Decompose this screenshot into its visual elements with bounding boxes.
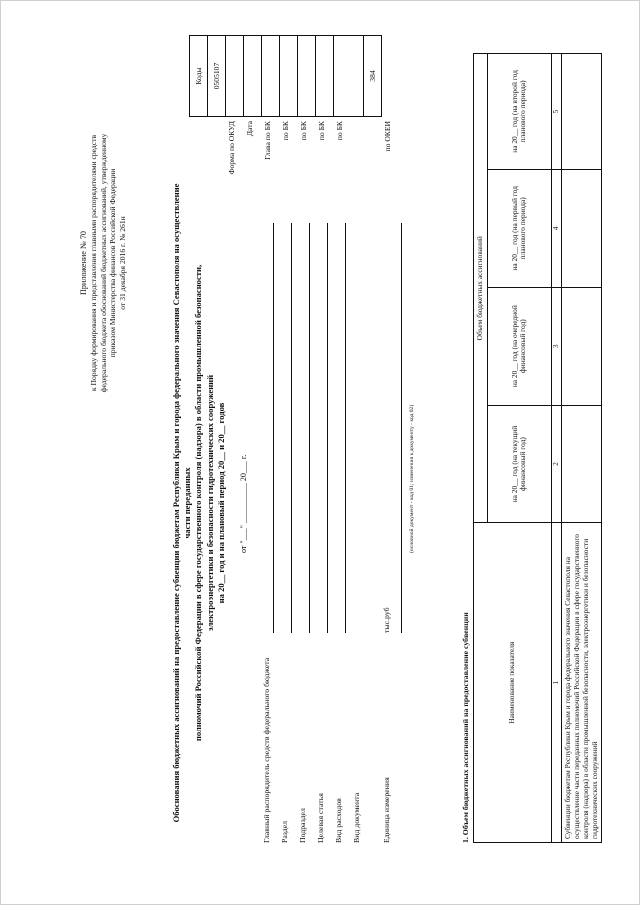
row-vid-line: [345, 223, 346, 633]
appendix-line: от 31 декабря 2016 г. № 261н: [117, 216, 127, 310]
table-row-label: Субвенции бюджетам Республики Крым и города федерального значения Севастополя на осуществление части переданных полномочий Российской Федерации в сфере государственного контроля (надзора) в области промышленной безопасности, электроэнергетики и безопасности гидротехнических сооружений: [561, 523, 602, 843]
appendix-line: федерального бюджета обоснований бюджетных ассигнований, утвержденному: [98, 133, 108, 393]
row-grbs-label: Главный распорядитель средств федерального бюджета: [262, 657, 271, 843]
label-okud: Форма по ОКУД: [227, 121, 236, 175]
table-cell: [561, 54, 602, 170]
row-unit-value: тыс.руб: [382, 607, 391, 633]
appendix-header: [79, 103, 127, 423]
label-vid: по БК: [335, 121, 344, 141]
statya-code: [298, 36, 316, 117]
row-podrazdel-label: Подраздел: [298, 808, 307, 843]
label-razdel: по БК: [281, 121, 290, 141]
title-line: полномочий Российской Федерации в сфере государственного контроля (надзора) в области промышленной безопасности,: [193, 264, 204, 742]
label-okei: по ОКЕИ: [383, 121, 392, 152]
row-viddoc-line: [401, 223, 402, 633]
appendix-line: к Порядку формирования и представления главными распорядителями средств: [89, 134, 99, 392]
label-glava: Глава по БК: [263, 121, 272, 160]
row-viddoc-label: Вид документа: [352, 792, 361, 843]
codes-header: Коды: [190, 36, 208, 117]
row-vid-label: Вид расходов: [334, 798, 343, 843]
table-cell: [561, 405, 602, 523]
appendix-number: Приложение № 70: [79, 230, 88, 296]
row-razdel-label: Раздел: [280, 820, 289, 843]
table-cell: [561, 287, 602, 405]
doc-type-note: (основной документ - код 01; изменения к документу - код 02): [409, 404, 415, 553]
col-num: 4: [551, 169, 561, 287]
title-line: Обоснования бюджетных ассигнований на предоставление субвенции бюджетам Республики Крым и города федерального значения Севастополя на осуществление части переданных: [171, 183, 193, 823]
date-line: от "___" __________ 20___ г.: [239, 454, 248, 553]
col-plan2: на 20__ год (на второй год планового периода): [487, 54, 551, 170]
document-title: [171, 183, 227, 823]
vid-doc-code: [334, 36, 364, 117]
codes-table: [189, 35, 382, 117]
col-num: 3: [551, 287, 561, 405]
row-unit-label: Единица измерения: [382, 777, 391, 843]
podrazdel-code: [280, 36, 298, 117]
col-num: 5: [551, 54, 561, 170]
razdel-code: [262, 36, 280, 117]
table-cell: [561, 169, 602, 287]
col-current: на 20__ год (на текущий финансовый год): [487, 405, 551, 523]
row-podrazdel-line: [309, 223, 310, 633]
col-num: 2: [551, 405, 561, 523]
title-line: электроэнергетики и безопасности гидротехнических сооружений: [204, 374, 215, 632]
okei-code: 384: [364, 36, 382, 117]
col-next: на 20__ год (на очередной финансовый год): [487, 287, 551, 405]
row-razdel-line: [291, 223, 292, 633]
okud-code: 0505107: [208, 36, 226, 117]
vid-code: [316, 36, 334, 117]
label-statya: по БК: [317, 121, 326, 141]
glava-code: [244, 36, 262, 117]
label-date: Дата: [245, 121, 254, 137]
label-podrazdel: по БК: [299, 121, 308, 141]
row-grbs-line: [273, 223, 274, 633]
budget-table: [473, 53, 602, 843]
appendix-line: приказом Министерства финансов Российской Федерации: [108, 168, 118, 358]
col-name: Наименование показателя: [474, 523, 552, 843]
col-plan1: на 20__ год (на первый год планового периода): [487, 169, 551, 287]
title-line: на 20__ год и на плановый период 20__ и 20__ годов: [215, 402, 226, 604]
section-1-heading: 1. Объем бюджетных ассигнований на предоставление субвенции: [461, 612, 470, 843]
col-group: Объем бюджетных ассигнований: [474, 54, 488, 523]
rotated-document: [61, 23, 599, 883]
row-statya-line: [327, 223, 328, 633]
date-code: [226, 36, 244, 117]
row-statya-label: Целевая статья: [316, 793, 325, 843]
col-num: 1: [551, 523, 561, 843]
